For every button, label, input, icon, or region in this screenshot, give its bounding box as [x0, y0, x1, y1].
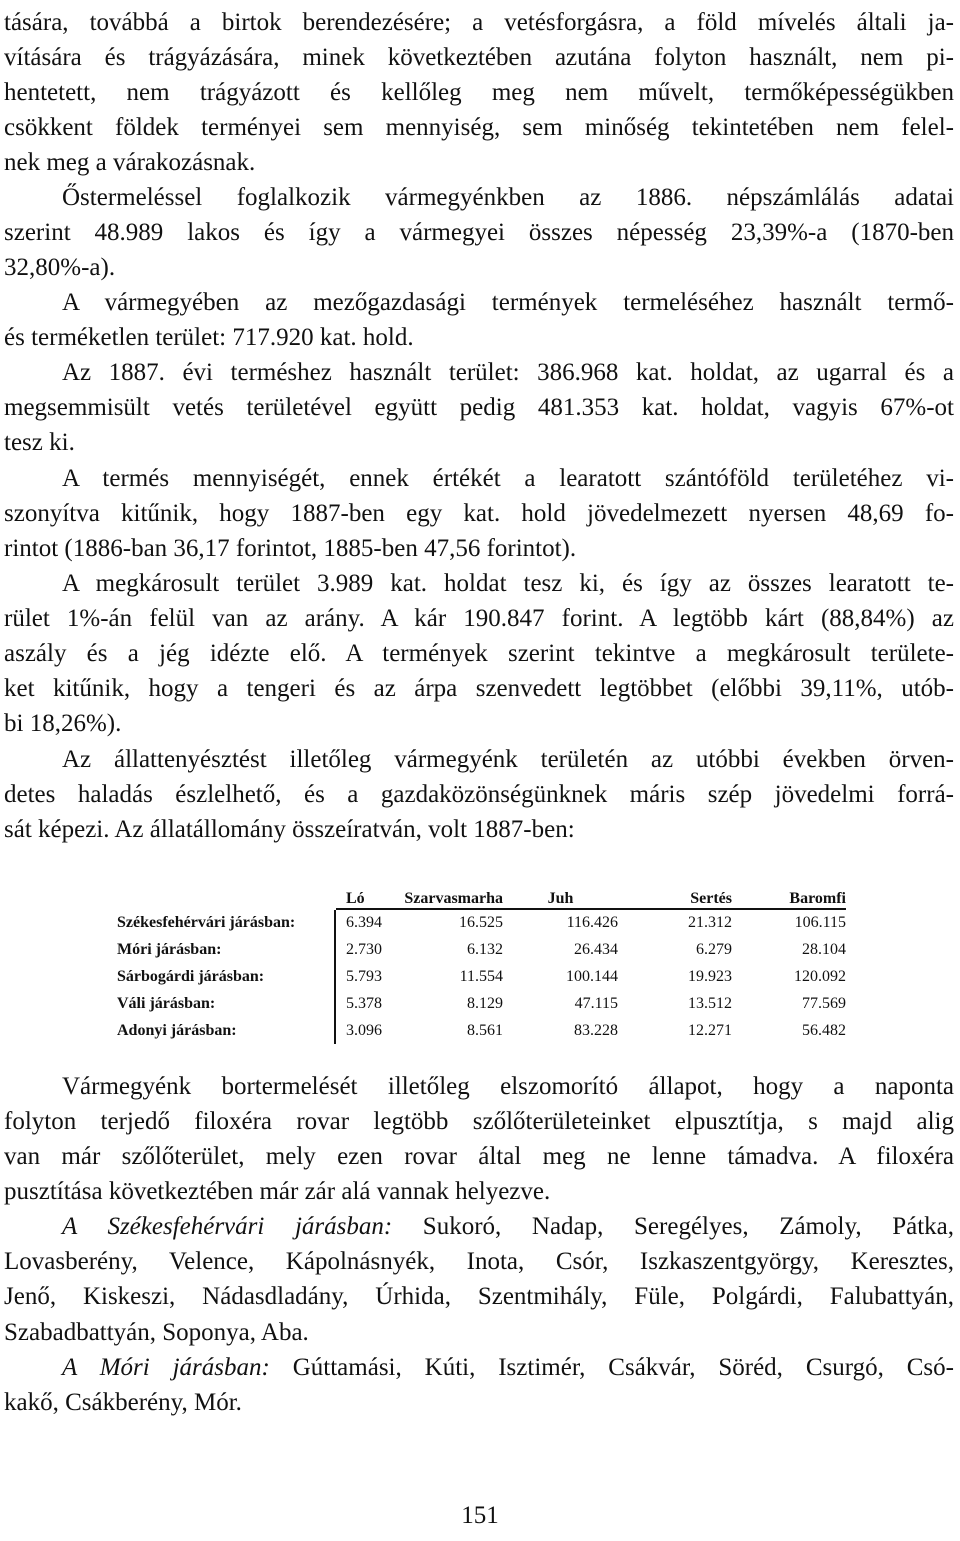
- text-line: aszály és a jég idézte elő. A termények szerint tekintve a megkárosult területe-: [4, 640, 954, 667]
- table-cell: 3.096: [346, 1021, 382, 1039]
- table-cell: 12.271: [688, 1021, 732, 1039]
- district-text: Gúttamási, Kúti, Isztimér, Csákvár, Söréd, Csurgó, Csó-: [269, 1354, 954, 1381]
- row-label: Adonyi járásban:: [117, 1017, 335, 1044]
- text-line: A termés mennyiségét, ennek értékét a learatott szántóföld területéhez vi-: [62, 465, 954, 492]
- text-line: Szabadbattyán, Soponya, Aba.: [4, 1319, 309, 1346]
- table-row: [117, 909, 846, 937]
- text-line: A vármegyében az mezőgazdasági termények termeléséhez használt termő-: [62, 289, 954, 316]
- district-text: Sukoró, Nadap, Seregélyes, Zámoly, Pátka,: [392, 1213, 954, 1240]
- table-cell: 28.104: [802, 941, 846, 959]
- table-row: [117, 937, 846, 964]
- text-line: detes haladás észlelhető, és a gazdaközönségünknek máris szép jövedelmi forrá-: [4, 781, 954, 808]
- table-cell: 6.394: [346, 914, 382, 932]
- text-line: sát képezi. Az állatállomány összeíratván, volt 1887-ben:: [4, 816, 575, 843]
- district-label: A Székesfehérvári járásban:: [62, 1213, 393, 1240]
- text-line: és terméketlen terület: 717.920 kat. hold.: [4, 324, 414, 351]
- text-line: Vármegyénk bortermelését illetőleg elszomorító állapot, hogy a naponta: [62, 1073, 954, 1100]
- text-line: szonyítva kitűnik, hogy 1887-ben egy kat. hold jövedelmezett nyersen 48,69 fo-: [4, 500, 954, 527]
- table-header-cell: Juh: [503, 882, 618, 909]
- table-header-cell: Ló: [335, 882, 401, 909]
- table-row: [117, 990, 846, 1017]
- table-cell: 120.092: [794, 967, 846, 985]
- table-cell: 83.228: [574, 1021, 618, 1039]
- table-cell: 6.279: [696, 941, 732, 959]
- text-line: 32,80%-a).: [4, 254, 116, 281]
- text-line: rintot (1886-ban 36,17 forintot, 1885-ben 47,56 forintot).: [4, 535, 577, 562]
- page-number: 151: [461, 1502, 499, 1529]
- table-header-empty: [117, 882, 335, 909]
- text-line: tására, továbbá a birtok berendezésére; a vetésforgásra, a föld mívelés általi ja-: [4, 9, 954, 36]
- row-label: Székesfehérvári járásban:: [117, 909, 335, 937]
- table-cell: 8.129: [467, 994, 503, 1012]
- table-cell: 13.512: [688, 994, 732, 1012]
- table-cell: 47.115: [574, 994, 618, 1012]
- table-header-cell: Sertés: [618, 882, 732, 909]
- table-cell: 26.434: [574, 941, 618, 959]
- table-cell: 2.730: [346, 941, 382, 959]
- row-label: Váli járásban:: [117, 990, 335, 1017]
- text-line: tesz ki.: [4, 429, 75, 456]
- table-cell: 77.569: [802, 994, 846, 1012]
- text-line: Őstermeléssel foglalkozik vármegyénkben az 1886. népszámlálás adatai: [62, 184, 954, 211]
- text-line: Az állattenyésztést illetőleg vármegyénk területén az utóbbi években örven-: [62, 746, 954, 773]
- text-line: A megkárosult terület 3.989 kat. holdat tesz ki, és így az összes learatott te-: [62, 570, 954, 597]
- text-line: kakő, Csákberény, Mór.: [4, 1389, 242, 1416]
- text-line: [62, 1351, 954, 1385]
- text-line: vítására és trágyázására, minek következtében azutána folyton használt, nem pi-: [4, 44, 954, 71]
- text-line: van már szőlőterület, mely ezen rovar által meg ne lenne támadva. A filoxéra: [4, 1143, 954, 1170]
- text-line: hentetett, nem trágyázott és kellőleg meg nem művelt, termőképességükben: [4, 79, 954, 106]
- text-line: bi 18,26%).: [4, 710, 122, 737]
- table-row: [117, 964, 846, 991]
- text-line: csökkent földek terményei sem mennyiség, sem minőség tekintetében nem felel-: [4, 114, 954, 141]
- table-cell: 6.132: [467, 941, 503, 959]
- table-cell: 106.115: [794, 914, 846, 932]
- table-header-cell: Szarvasmarha: [401, 882, 503, 909]
- text-line: Lovasberény, Velence, Kápolnásnyék, Inota, Csór, Iszkaszentgyörgy, Keresztes,: [4, 1248, 954, 1275]
- district-label: A Móri járásban:: [62, 1354, 270, 1381]
- table-row: [117, 1017, 846, 1044]
- table-cell: 21.312: [688, 914, 732, 932]
- text-line: rület 1%-án felül van az arány. A kár 190.847 forint. A legtöbb kárt (88,84%) az: [4, 605, 954, 632]
- text-line: Az 1887. évi terméshez használt terület: 386.968 kat. holdat, az ugarral és a: [62, 359, 954, 386]
- table-cell: 11.554: [459, 967, 503, 985]
- table-cell: 5.793: [346, 967, 382, 985]
- table-cell: 19.923: [688, 967, 732, 985]
- text-line: Jenő, Kiskeszi, Nádasdladány, Úrhida, Szentmihály, Füle, Polgárdi, Falubattyán,: [4, 1283, 954, 1310]
- table-header-cell: Baromfi: [732, 882, 846, 909]
- table-header-row: [117, 882, 846, 909]
- table-cell: 16.525: [459, 914, 503, 932]
- row-label: Móri járásban:: [117, 937, 335, 964]
- row-label: Sárbogárdi járásban:: [117, 964, 335, 991]
- table-cell: 116.426: [566, 914, 618, 932]
- text-line: megsemmisült vetés területével együtt pedig 481.353 kat. holdat, vagyis 67%-ot: [4, 394, 954, 421]
- livestock-table: [117, 882, 846, 1044]
- text-line: pusztítása következtében már zár alá vannak helyezve.: [4, 1178, 551, 1205]
- table-cell: 5.378: [346, 994, 382, 1012]
- text-line: [62, 1210, 954, 1244]
- text-line: nek meg a várakozásnak.: [4, 149, 256, 176]
- table-cell: 8.561: [467, 1021, 503, 1039]
- text-line: ket kitűnik, hogy a tengeri és az árpa szenvedett legtöbbet (előbbi 39,11%, utób-: [4, 675, 954, 702]
- text-line: folyton terjedő filoxéra rovar legtöbb szőlőterületeinket elpusztítja, s majd alig: [4, 1108, 954, 1135]
- table-cell: 56.482: [802, 1021, 846, 1039]
- table-cell: 100.144: [566, 967, 618, 985]
- text-line: szerint 48.989 lakos és így a vármegyei összes népesség 23,39%-a (1870-ben: [4, 219, 954, 246]
